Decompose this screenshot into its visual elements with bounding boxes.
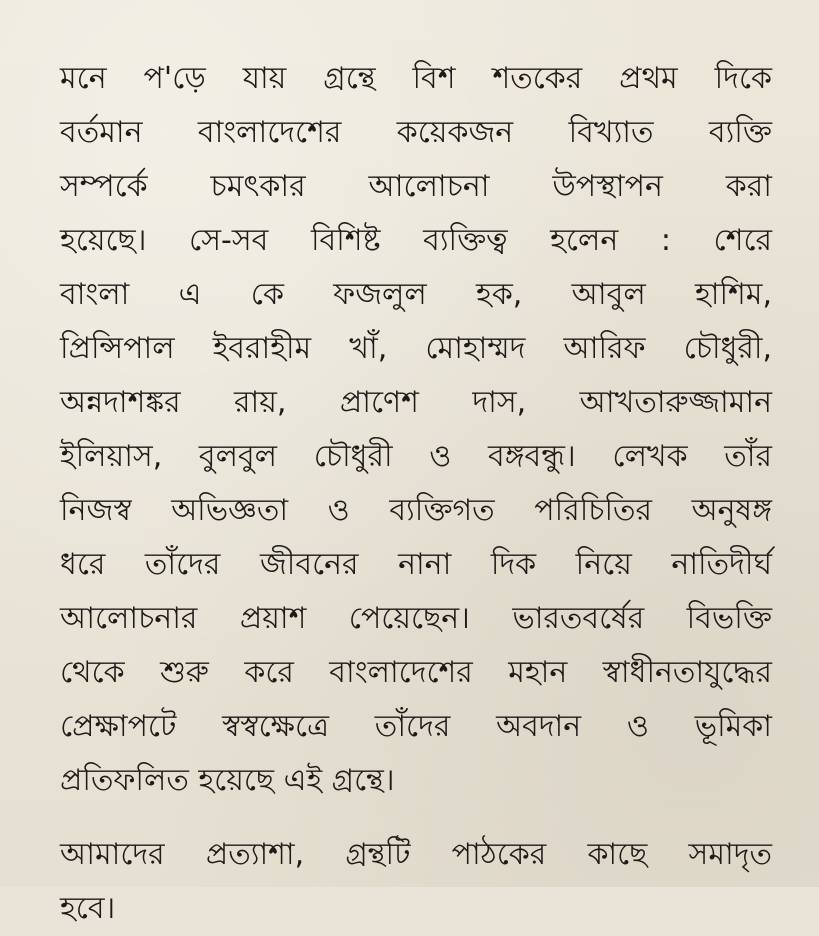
text-line: থেকে শুরু করে বাংলাদেশের মহান স্বাধীনতাযুদ্ধের	[60, 655, 772, 690]
text-line: বাংলা এ কে ফজলুল হক, আবুল হাশিম,	[60, 277, 772, 312]
text-line: প্রেক্ষাপটে স্বস্বক্ষেত্রে তাঁদের অবদান ও ভূমিকা	[60, 709, 772, 744]
text-line: ইলিয়াস, বুলবুল চৌধুরী ও বঙ্গবন্ধু। লেখক তাঁর	[60, 439, 772, 474]
text-line: বর্তমান বাংলাদেশের কয়েকজন বিখ্যাত ব্যক্তি	[60, 115, 772, 150]
text-line: প্রতিফলিত হয়েছে এই গ্রন্থে।	[60, 763, 395, 798]
text-line: মনে প'ড়ে যায় গ্রন্থে বিশ শতকের প্রথম দিকে	[60, 61, 772, 96]
text-line: অন্নদাশঙ্কর রায়, প্রাণেশ দাস, আখতারুজ্জামান	[60, 385, 772, 420]
paragraph-1	[60, 52, 772, 808]
text-line: আলোচনার প্রয়াশ পেয়েছেন। ভারতবর্ষের বিভক্তি	[60, 601, 772, 636]
text-line: আমাদের প্রত্যাশা, গ্রন্থটি পাঠকের কাছে সমাদৃত	[60, 837, 772, 872]
paragraph-2	[60, 828, 772, 936]
text-line: ধরে তাঁদের জীবনের নানা দিক নিয়ে নাতিদীর্ঘ	[60, 547, 772, 582]
text-body	[60, 52, 772, 936]
text-line: সম্পর্কে চমৎকার আলোচনা উপস্থাপন করা	[60, 169, 772, 204]
text-line: নিজস্ব অভিজ্ঞতা ও ব্যক্তিগত পরিচিতির অনুষঙ্গ	[60, 493, 772, 528]
text-line: প্রিন্সিপাল ইবরাহীম খাঁ, মোহাম্মদ আরিফ চৌধুরী,	[60, 331, 772, 366]
text-line: হয়েছে। সে-সব বিশিষ্ট ব্যক্তিত্ব হলেন : শেরে	[60, 223, 772, 258]
text-line: হবে।	[60, 891, 116, 926]
